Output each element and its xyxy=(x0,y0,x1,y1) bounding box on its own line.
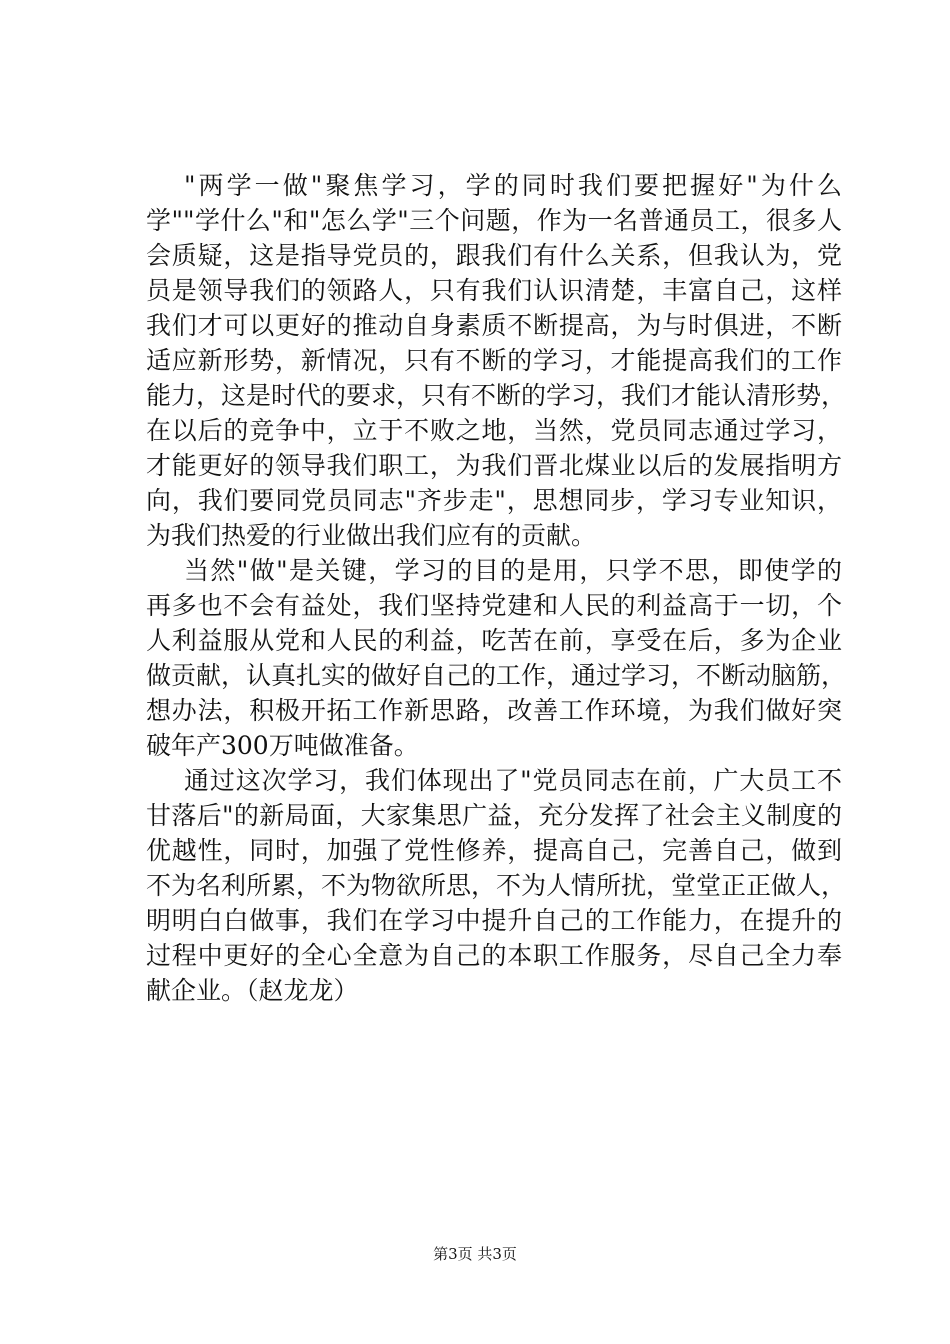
paragraph-line: 再多也不会有益处，我们坚持党建和人民的利益高于一切，个 xyxy=(146,591,842,620)
paragraph-3 xyxy=(146,763,847,1008)
page-number-footer: 第3页 共3页 xyxy=(433,1245,517,1263)
document-body xyxy=(146,168,847,1008)
paragraph-line: 优越性，同时，加强了党性修养，提高自己，完善自己，做到 xyxy=(146,836,842,865)
paragraph-line: 在以后的竞争中，立于不败之地，当然，党员同志通过学习， xyxy=(146,416,842,445)
paragraph-line: 想办法，积极开拓工作新思路，改善工作环境，为我们做好突 xyxy=(146,696,842,725)
paragraph-line: 明明白白做事，我们在学习中提升自己的工作能力，在提升的 xyxy=(146,906,842,935)
paragraph-line: 人利益服从党和人民的利益，吃苦在前，享受在后，多为企业 xyxy=(146,626,842,655)
paragraph-line: 不为名利所累，不为物欲所思，不为人情所扰，堂堂正正做人， xyxy=(146,871,847,900)
paragraph-line: 适应新形势，新情况，只有不断的学习，才能提高我们的工作 xyxy=(146,346,842,375)
paragraph-line: 当然"做"是关键，学习的目的是用，只学不思，即使学的 xyxy=(184,556,842,585)
paragraph-line: 过程中更好的全心全意为自己的本职工作服务，尽自己全力奉 xyxy=(146,941,842,970)
paragraph-line: 为我们热爱的行业做出我们应有的贡献。 xyxy=(146,521,597,550)
paragraph-line: 才能更好的领导我们职工，为我们晋北煤业以后的发展指明方 xyxy=(146,451,842,480)
paragraph-line: 通过这次学习，我们体现出了"党员同志在前，广大员工不 xyxy=(184,766,842,795)
paragraph-line: 献企业。（赵龙龙） xyxy=(146,976,359,1005)
paragraph-line: "两学一做"聚焦学习，学的同时我们要把握好"为什么 xyxy=(184,171,842,200)
paragraph-line: 会质疑，这是指导党员的，跟我们有什么关系，但我认为，党 xyxy=(146,241,842,270)
paragraph-line: 学""学什么"和"怎么学"三个问题，作为一名普通员工，很多人 xyxy=(146,206,842,235)
paragraph-2 xyxy=(146,553,847,763)
paragraph-line: 做贡献，认真扎实的做好自己的工作，通过学习，不断动脑筋， xyxy=(146,661,847,690)
paragraph-line: 向，我们要同党员同志"齐步走"，思想同步，学习专业知识， xyxy=(146,486,842,515)
paragraph-line: 破年产300万吨做准备。 xyxy=(146,731,419,760)
paragraph-line: 甘落后"的新局面，大家集思广益，充分发挥了社会主义制度的 xyxy=(146,801,842,830)
paragraph-1 xyxy=(146,168,847,553)
paragraph-line: 能力，这是时代的要求，只有不断的学习，我们才能认清形势， xyxy=(146,381,847,410)
paragraph-line: 我们才可以更好的推动自身素质不断提高，为与时俱进，不断 xyxy=(146,311,842,340)
paragraph-line: 员是领导我们的领路人，只有我们认识清楚，丰富自己，这样 xyxy=(146,276,842,305)
